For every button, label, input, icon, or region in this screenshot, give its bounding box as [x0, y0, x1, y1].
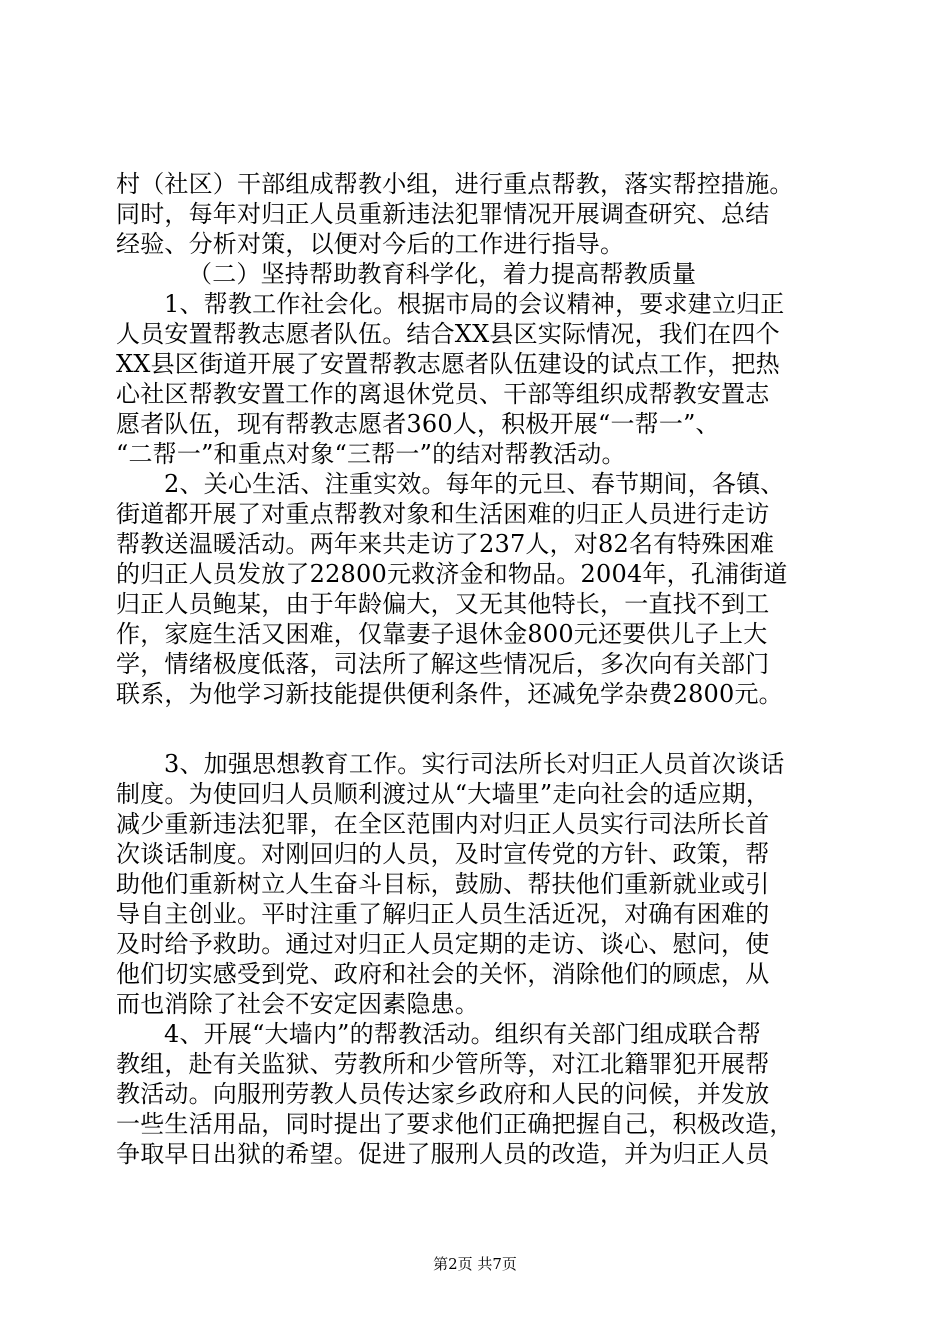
text-line: 助他们重新树立人生奋斗目标，鼓励、帮扶他们重新就业或引 [116, 870, 770, 898]
paragraph-2 [116, 289, 846, 469]
text-line: 制度。为使回归人员顺利渡过从“大墙里”走向社会的适应期， [116, 780, 771, 808]
text-line: 心社区帮教安置工作的离退休党员、干部等组织成帮教安置志 [116, 380, 770, 408]
text-line: 及时给予救助。通过对归正人员定期的走访、谈心、慰问，使 [116, 930, 770, 958]
text-line: 减少重新违法犯罪，在全区范围内对归正人员实行司法所长首 [116, 810, 770, 838]
text-line: 而也消除了社会不安定因素隐患。 [116, 990, 479, 1018]
text-line: 同时，每年对归正人员重新违法犯罪情况开展调查研究、总结 [116, 200, 770, 228]
text-line: 街道都开展了对重点帮教对象和生活困难的归正人员进行走访 [116, 500, 770, 528]
text-line: 人员安置帮教志愿者队伍。结合XX县区实际情况，我们在四个 [116, 320, 780, 348]
text-line: 愿者队伍，现有帮教志愿者360人，积极开展“一帮一”、 [116, 410, 720, 438]
text-line: 教活动。向服刑劳教人员传达家乡政府和人民的问候，并发放 [116, 1080, 770, 1108]
text-line: 教组，赴有关监狱、劳教所和少管所等，对江北籍罪犯开展帮 [116, 1050, 770, 1078]
paragraph-3 [116, 469, 846, 709]
text-line: 次谈话制度。对刚回归的人员，及时宣传党的方针、政策，帮 [116, 840, 770, 868]
text-line: “二帮一”和重点对象“三帮一”的结对帮教活动。 [116, 440, 626, 468]
text-line: 2、关心生活、注重实效。每年的元旦、春节期间，各镇、 [164, 470, 785, 498]
text-line: 经验、分析对策，以便对今后的工作进行指导。 [116, 230, 625, 258]
paragraph-1 [116, 169, 846, 259]
text-line: 1、帮教工作社会化。根据市局的会议精神，要求建立归正 [164, 290, 785, 318]
text-line: 学，情绪极度低落，司法所了解这些情况后，多次向有关部门 [116, 650, 770, 678]
paragraph-spacer [116, 709, 846, 749]
text-line: 村（社区）干部组成帮教小组，进行重点帮教，落实帮控措施。 [116, 170, 794, 198]
text-line: 联系，为他学习新技能提供便利条件，还减免学杂费2800元。 [116, 680, 783, 708]
section-heading: （二）坚持帮助教育科学化，着力提高帮教质量 [188, 260, 697, 288]
text-line: 归正人员鲍某，由于年龄偏大，又无其他特长，一直找不到工 [116, 590, 770, 618]
text-line: 3、加强思想教育工作。实行司法所长对归正人员首次谈话 [164, 750, 785, 778]
text-line: XX县区街道开展了安置帮教志愿者队伍建设的试点工作，把热 [116, 350, 780, 378]
text-line: 导自主创业。平时注重了解归正人员生活近况，对确有困难的 [116, 900, 770, 928]
paragraph-5 [116, 1019, 846, 1169]
text-line: 一些生活用品，同时提出了要求他们正确把握自己，积极改造， [116, 1110, 794, 1138]
text-line: 作，家庭生活又困难，仅靠妻子退休金800元还要供儿子上大 [116, 620, 768, 648]
text-line: 帮教送温暖活动。两年来共走访了237人，对82名有特殊困难 [116, 530, 775, 558]
text-line: 争取早日出狱的希望。促进了服刑人员的改造，并为归正人员 [116, 1140, 770, 1168]
text-line: 4、开展“大墙内”的帮教活动。组织有关部门组成联合帮 [164, 1020, 762, 1048]
document-body [116, 169, 846, 1169]
text-line: 他们切实感受到党、政府和社会的关怀，消除他们的顾虑，从 [116, 960, 770, 988]
page-footer: 第2页 共7页 [433, 1255, 517, 1273]
text-line: 的归正人员发放了22800元救济金和物品。2004年，孔浦街道 [116, 560, 788, 588]
paragraph-4 [116, 749, 846, 1019]
